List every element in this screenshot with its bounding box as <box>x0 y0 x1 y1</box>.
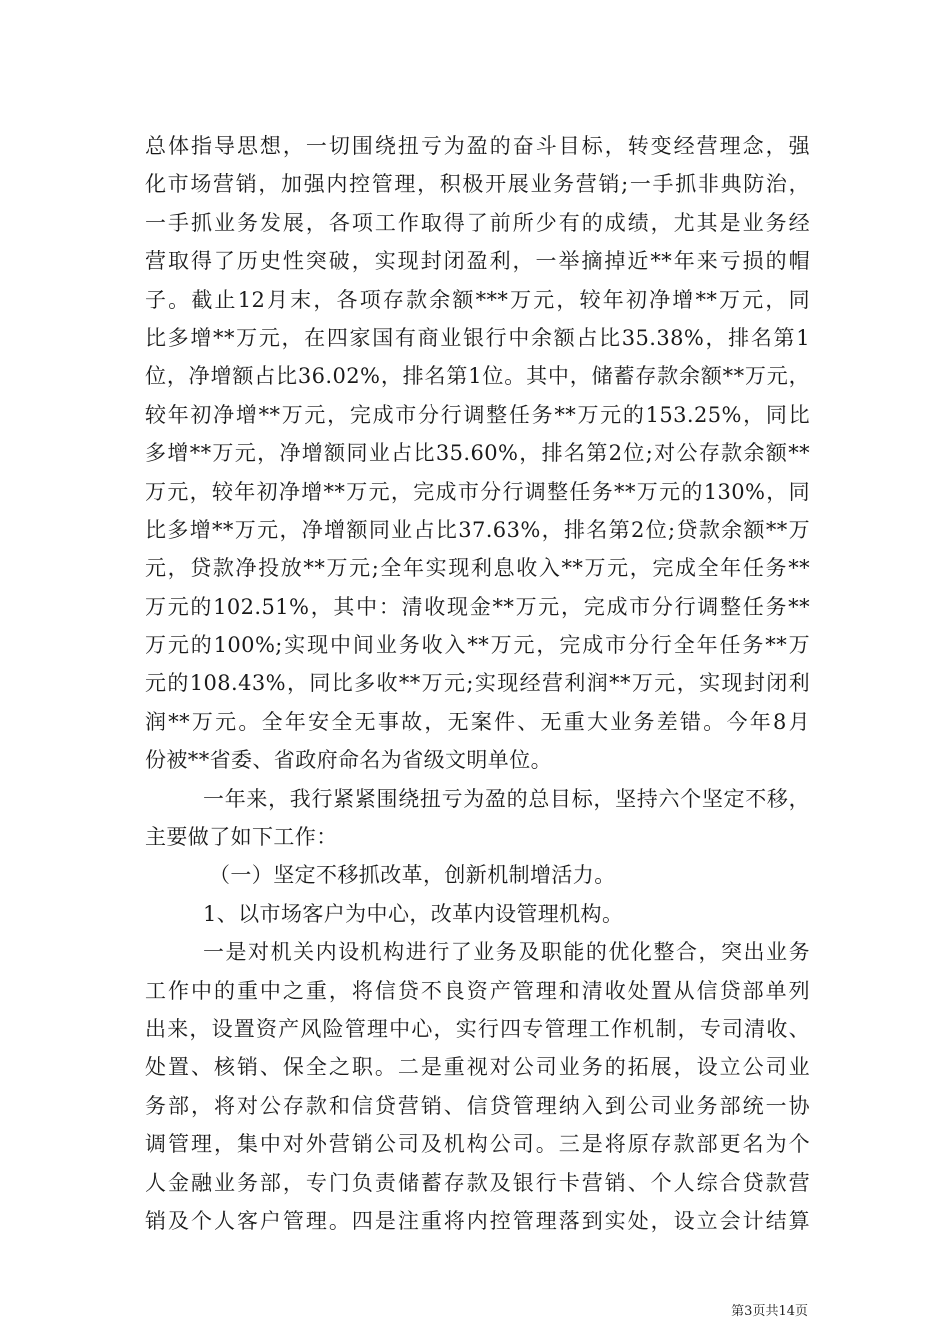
text-line: 务部，将对公存款和信贷营销、信贷管理纳入到公司业务部统一协 <box>145 1093 810 1118</box>
text-line: 销及个人客户管理。四是注重将内控管理落到实处，设立会计结算 <box>145 1208 810 1233</box>
text-line: 主要做了如下工作： <box>145 825 338 850</box>
page-number: 第3页共14页 <box>731 1304 808 1319</box>
paragraph-first-line: 一年来，我行紧紧围绕扭亏为盈的总目标，坚持六个坚定不移， <box>203 786 810 811</box>
text-line: 处置、核销、保全之职。二是重视对公司业务的拓展，设立公司业 <box>145 1055 810 1080</box>
text-line: 比多增**万元，在四家国有商业银行中余额占比35.38%，排名第1 <box>145 325 810 350</box>
paragraph-first-line: 一是对机关内设机构进行了业务及职能的优化整合，突出业务 <box>203 940 810 965</box>
subsection-heading: 1、以市场客户为中心，改革内设管理机构。 <box>203 901 624 926</box>
text-line: 万元的102.51%，其中：清收现金**万元，完成市分行调整任务** <box>145 594 810 619</box>
text-line: 份被**省委、省政府命名为省级文明单位。 <box>145 748 552 773</box>
text-line: 比多增**万元，净增额同业占比37.63%，排名第2位;贷款余额**万 <box>145 517 810 542</box>
text-line: 万元的100%;实现中间业务收入**万元，完成市分行全年任务**万 <box>145 633 810 658</box>
text-line: 调管理，集中对外营销公司及机构公司。三是将原存款部更名为个 <box>145 1132 810 1157</box>
section-heading: （一）坚定不移抓改革，创新机制增活力。 <box>209 863 616 888</box>
text-line: 工作中的重中之重，将信贷不良资产管理和清收处置从信贷部单列 <box>145 978 810 1003</box>
text-line: 元，贷款净投放**万元;全年实现利息收入**万元，完成全年任务** <box>145 556 810 581</box>
text-line: 万元，较年初净增**万元，完成市分行调整任务**万元的130%，同 <box>145 479 810 504</box>
text-line: 营取得了历史性突破，实现封闭盈利，一举摘掉近**年来亏损的帽 <box>145 249 810 274</box>
text-line: 多增**万元，净增额同业占比35.60%，排名第2位;对公存款余额** <box>145 441 810 466</box>
text-line: 人金融业务部，专门负责储蓄存款及银行卡营销、个人综合贷款营 <box>145 1170 810 1195</box>
text-line: 化市场营销，加强内控管理，积极开展业务营销;一手抓非典防治， <box>145 172 810 197</box>
text-line: 总体指导思想，一切围绕扭亏为盈的奋斗目标，转变经营理念，强 <box>145 134 810 158</box>
text-line: 较年初净增**万元，完成市分行调整任务**万元的153.25%，同比 <box>145 402 810 427</box>
text-line: 子。截止12月末，各项存款余额***万元，较年初净增**万元，同 <box>145 287 810 312</box>
text-line: 一手抓业务发展，各项工作取得了前所少有的成绩，尤其是业务经 <box>145 210 810 235</box>
text-line: 出来，设置资产风险管理中心，实行四专管理工作机制，专司清收、 <box>145 1016 810 1041</box>
text-line: 位，净增额占比36.02%，排名第1位。其中，储蓄存款余额**万元， <box>145 364 810 389</box>
body-text <box>145 127 810 1240</box>
text-line: 元的108.43%，同比多收**万元;实现经营利润**万元，实现封闭利 <box>145 671 810 696</box>
text-line: 润**万元。全年安全无事故，无案件、无重大业务差错。今年8月 <box>145 709 810 734</box>
